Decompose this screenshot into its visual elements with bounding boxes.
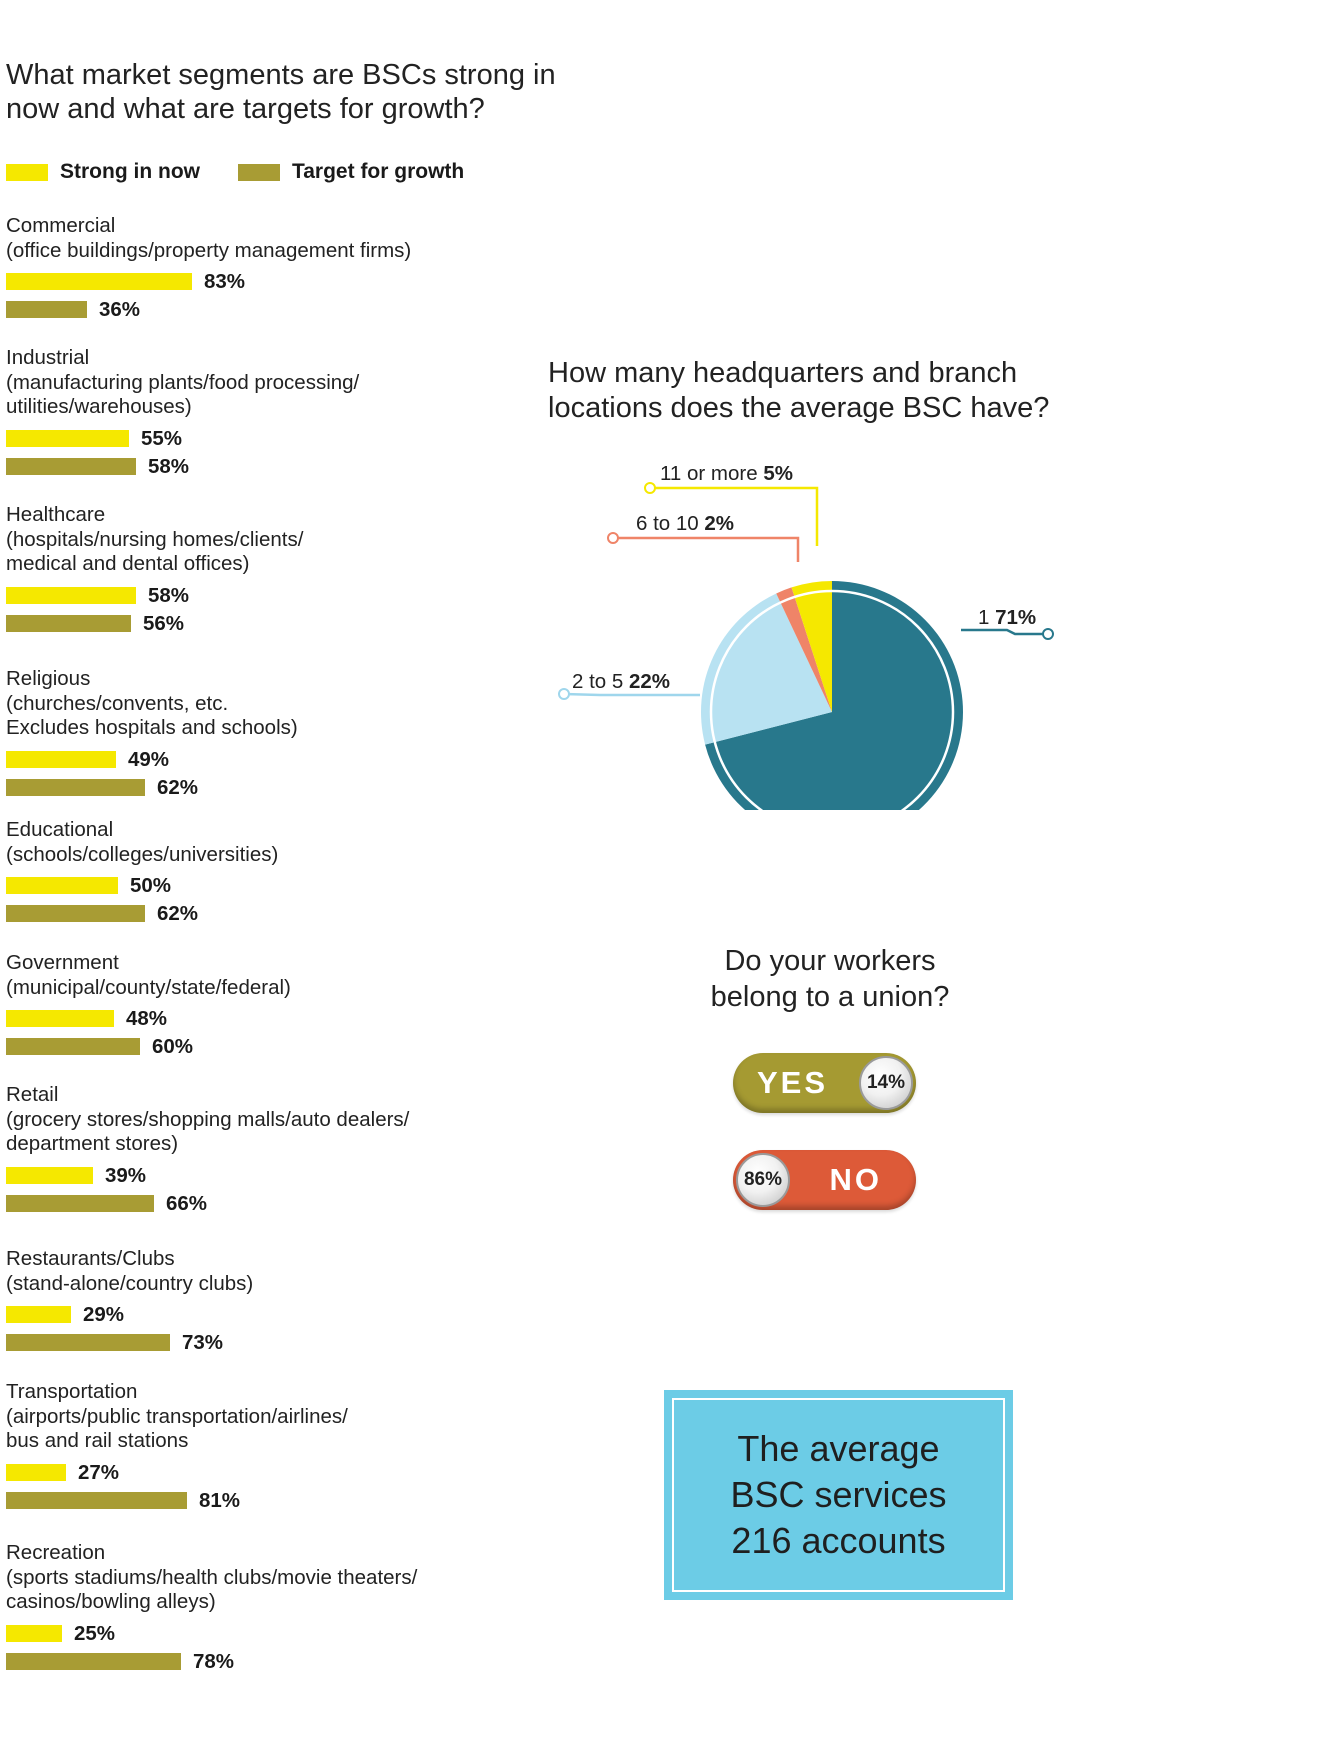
legend-swatch-growth [238, 164, 280, 181]
union-yes-label: YES [757, 1065, 829, 1100]
pie-label-2-to-5: 2 to 5 22% [572, 670, 671, 693]
bar-target-for-growth [6, 905, 145, 922]
bar-value-label: 27% [78, 1460, 120, 1484]
bar-row [6, 902, 546, 925]
bar-row [6, 426, 546, 450]
bar-value-label: 60% [152, 1035, 194, 1058]
left-chart-title: What market segments are BSCs strong in now and what are targets for growth? [6, 59, 556, 125]
segment-4 [6, 818, 546, 925]
bar-value-label: 83% [204, 270, 246, 293]
bar-value-label: 62% [157, 902, 199, 925]
bar-target-for-growth [6, 1492, 187, 1509]
locations-pie-chart [520, 450, 1080, 810]
bar-strong-in-now [6, 587, 136, 604]
segment-3 [6, 667, 546, 799]
segment-bars [6, 1460, 546, 1512]
pie-leader-dot [559, 689, 569, 699]
bar-row [6, 298, 546, 321]
bar-row [6, 775, 546, 799]
segment-label: Educational (schools/colleges/universities) [6, 818, 279, 866]
bar-row [6, 747, 546, 771]
bar-target-for-growth [6, 1334, 170, 1351]
bar-row [6, 583, 546, 607]
bar-row [6, 1460, 546, 1484]
union-no-pill [733, 1150, 916, 1210]
pie-leader-dot [1043, 629, 1053, 639]
segment-bars [6, 583, 546, 635]
segment-label: Religious (churches/convents, etc. Excludes hospitals and schools) [6, 667, 298, 739]
segment-bars [6, 1303, 546, 1354]
bar-value-label: 73% [182, 1331, 224, 1354]
bar-value-label: 62% [157, 775, 199, 799]
bar-target-for-growth [6, 779, 145, 796]
bar-row [6, 874, 546, 897]
bar-value-label: 49% [128, 747, 170, 771]
segment-5 [6, 951, 546, 1058]
legend-label-strong: Strong in now [60, 160, 200, 183]
pie-leader-line [564, 694, 700, 695]
bar-strong-in-now [6, 1625, 62, 1642]
bar-row [6, 1303, 546, 1326]
bar-strong-in-now [6, 1464, 66, 1481]
bar-row [6, 611, 546, 635]
pie-leader-dot [645, 483, 655, 493]
segment-2 [6, 503, 546, 635]
bar-value-label: 56% [143, 611, 185, 635]
segment-label: Restaurants/Clubs (stand-alone/country clubs) [6, 1247, 254, 1295]
bar-row [6, 1649, 546, 1673]
bar-value-label: 78% [193, 1649, 235, 1673]
union-question-line1: Do your workers [724, 945, 936, 977]
bar-strong-in-now [6, 430, 129, 447]
average-accounts-callout [664, 1390, 1013, 1600]
segment-9 [6, 1541, 546, 1673]
legend [6, 160, 502, 184]
legend-label-growth: Target for growth [291, 160, 465, 183]
segment-bars [6, 747, 546, 799]
bar-target-for-growth [6, 1038, 140, 1055]
pie-label-11-or-more: 11 or more 5% [660, 462, 793, 485]
pie-label-6-to-10: 6 to 10 2% [636, 512, 735, 535]
bar-value-label: 55% [141, 426, 183, 450]
segment-1 [6, 346, 546, 478]
bar-value-label: 39% [105, 1163, 147, 1187]
segment-bars [6, 270, 546, 321]
bar-value-label: 58% [148, 583, 190, 607]
bar-row [6, 1191, 546, 1215]
segment-bars [6, 1621, 546, 1673]
pie-leader-line [608, 538, 798, 562]
union-question [640, 943, 1020, 1015]
bar-target-for-growth [6, 301, 87, 318]
bar-value-label: 66% [166, 1191, 208, 1215]
union-question-line2: belong to a union? [710, 981, 950, 1013]
segment-label: Recreation (sports stadiums/health clubs/movie theaters/ casinos/bowling alleys) [6, 1541, 418, 1613]
bar-row [6, 270, 546, 293]
segment-7 [6, 1247, 546, 1354]
bar-target-for-growth [6, 458, 136, 475]
segment-0 [6, 214, 546, 321]
segment-label: Transportation (airports/public transportation/airlines/ bus and rail stations [6, 1380, 348, 1452]
segment-label: Commercial (office buildings/property management firms) [6, 214, 412, 262]
pie-leader-dot [608, 533, 618, 543]
segment-label: Government (municipal/county/state/federal) [6, 951, 291, 999]
pie-leader-line [961, 630, 1048, 634]
bar-strong-in-now [6, 1306, 71, 1323]
bar-strong-in-now [6, 1010, 114, 1027]
bar-value-label: 48% [126, 1007, 168, 1030]
union-yes-value: 14% [859, 1056, 913, 1110]
bar-strong-in-now [6, 1167, 93, 1184]
pie-label-1: 1 71% [978, 606, 1037, 629]
segment-8 [6, 1380, 546, 1512]
bar-row [6, 1163, 546, 1187]
bar-strong-in-now [6, 273, 192, 290]
segment-label: Retail (grocery stores/shopping malls/auto dealers/ department stores) [6, 1083, 410, 1155]
bar-target-for-growth [6, 1653, 181, 1670]
bar-strong-in-now [6, 877, 118, 894]
segment-label: Industrial (manufacturing plants/food processing/ utilities/warehouses) [6, 346, 360, 418]
bar-row [6, 1331, 546, 1354]
bar-value-label: 81% [199, 1488, 241, 1512]
pie-chart-title: How many headquarters and branch locations does the average BSC have? [548, 357, 1050, 424]
segment-bars [6, 1007, 546, 1058]
bar-value-label: 29% [83, 1303, 125, 1326]
bar-value-label: 50% [130, 874, 172, 897]
bar-value-label: 25% [74, 1621, 116, 1645]
union-yes-pill [733, 1053, 916, 1113]
segment-bars [6, 874, 546, 925]
bar-target-for-growth [6, 615, 131, 632]
average-accounts-callout-text [672, 1398, 1005, 1592]
union-no-value: 86% [736, 1153, 790, 1207]
bar-row [6, 454, 546, 478]
bar-strong-in-now [6, 751, 116, 768]
bar-value-label: 58% [148, 454, 190, 478]
bar-row [6, 1007, 546, 1030]
segment-bars [6, 426, 546, 478]
bar-value-label: 36% [99, 298, 141, 321]
bar-row [6, 1621, 546, 1645]
callout-line3: 216 accounts [731, 1520, 946, 1561]
callout-line1: The average [737, 1428, 940, 1469]
bar-row [6, 1035, 546, 1058]
union-no-label: NO [829, 1162, 882, 1197]
legend-swatch-strong [6, 164, 48, 181]
bar-target-for-growth [6, 1195, 154, 1212]
segment-bars [6, 1163, 546, 1215]
segment-label: Healthcare (hospitals/nursing homes/clients/ medical and dental offices) [6, 503, 304, 575]
bar-row [6, 1488, 546, 1512]
callout-line2: BSC services [730, 1474, 947, 1515]
segment-6 [6, 1083, 546, 1215]
